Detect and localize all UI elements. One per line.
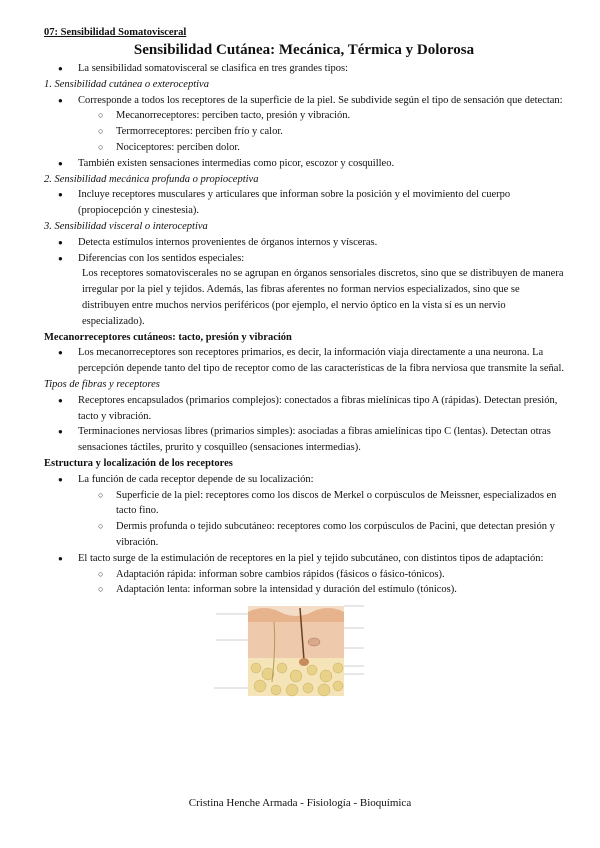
skin-receptors-figure (204, 602, 404, 698)
section-heading: Mecanorreceptores cutáneos: tacto, presión y vibración (44, 331, 292, 343)
section-heading: Estructura y localización de los receptores (44, 457, 233, 469)
section-heading: 3. Sensibilidad visceral o interoceptiva (44, 220, 208, 232)
list-item: ● La función de cada receptor depende de su localización: (44, 472, 564, 488)
section-heading: 2. Sensibilidad mecánica profunda o propioceptiva (44, 173, 259, 185)
list-item: ● Corresponde a todos los receptores de la superficie de la piel. Se subdivide según el tipo de sensación que detectan: (44, 93, 564, 109)
list-item: ● El tacto surge de la estimulación de receptores en la piel y tejido subcutáneo, con distintos tipos de adaptación: (44, 551, 564, 567)
list-item: ● También existen sensaciones intermedias como picor, escozor y cosquilleo. (44, 156, 564, 172)
skin-illustration (204, 602, 404, 698)
sub-list-item: ○ Adaptación lenta: informan sobre la intensidad y duración del estímulo (tónicos). (44, 582, 564, 598)
doc-header: 07: Sensibilidad Somatovisceral (44, 27, 187, 38)
list-item: ● Terminaciones nerviosas libres (primarios simples): asociadas a fibras amielínicas tipo C (lentas). Detectan otras sensaciones táctiles, prurito y cosquilleo (sensaciones intermedias). (44, 424, 564, 456)
list-item: ● Receptores encapsulados (primarios complejos): conectados a fibras mielínicas tipo A (rápidas). Detectan presión, tacto y vibración. (44, 393, 564, 425)
list-item: ● La sensibilidad somatovisceral se clasifica en tres grandes tipos: (44, 61, 564, 77)
sub-list-item: ○ Mecanorreceptores: perciben tacto, presión y vibración. (44, 108, 564, 124)
page-footer: Cristina Henche Armada - Fisiología - Bioquímica (188, 797, 412, 809)
page-title: Sensibilidad Cutánea: Mecánica, Térmica y Dolorosa (133, 42, 475, 58)
document-page (44, 26, 564, 698)
sub-list-item: ○ Superficie de la piel: receptores como los discos de Merkel o corpúsculos de Meissner, especializados en tacto fino. (44, 488, 564, 520)
list-item: ● Incluye receptores musculares y articulares que informan sobre la posición y el movimiento del cuerpo (propiocepción y cinestesia). (44, 187, 564, 219)
sub-list-item: ○ Adaptación rápida: informan sobre cambios rápidos (fásicos o fásico-tónicos). (44, 567, 564, 583)
sub-list-item: ○ Termorreceptores: perciben frío y calor. (44, 124, 564, 140)
list-item: ● Los mecanorreceptores son receptores primarios, es decir, la información viaja directamente a una neurona. La percepción depende tanto del tipo de receptor como de las características de la fibra nerviosa que transmite la señal. (44, 345, 564, 377)
list-item: ● Diferencias con los sentidos especiales: (44, 251, 564, 267)
sub-list-item: ○ Nociceptores: perciben dolor. (44, 140, 564, 156)
section-heading: 1. Sensibilidad cutánea o exteroceptiva (44, 78, 209, 90)
section-heading: Tipos de fibras y receptores (44, 378, 160, 390)
sub-list-item: ○ Dermis profunda o tejido subcutáneo: receptores como los corpúsculos de Pacini, que detectan presión y vibración. (44, 519, 564, 551)
paragraph: Los receptores somatoviscerales no se agrupan en órganos sensoriales discretos, sino que se distribuyen de manera irregular por la piel y tejidos. Además, las fibras aferentes no forman nervios especializados, sino que se distribuyen entre muchos nervios periféricos (por ejemplo, el nervio óptico en la vista sí es un nervio especializado). (82, 268, 564, 327)
list-item: ● Detecta estímulos internos provenientes de órganos internos y vísceras. (44, 235, 564, 251)
